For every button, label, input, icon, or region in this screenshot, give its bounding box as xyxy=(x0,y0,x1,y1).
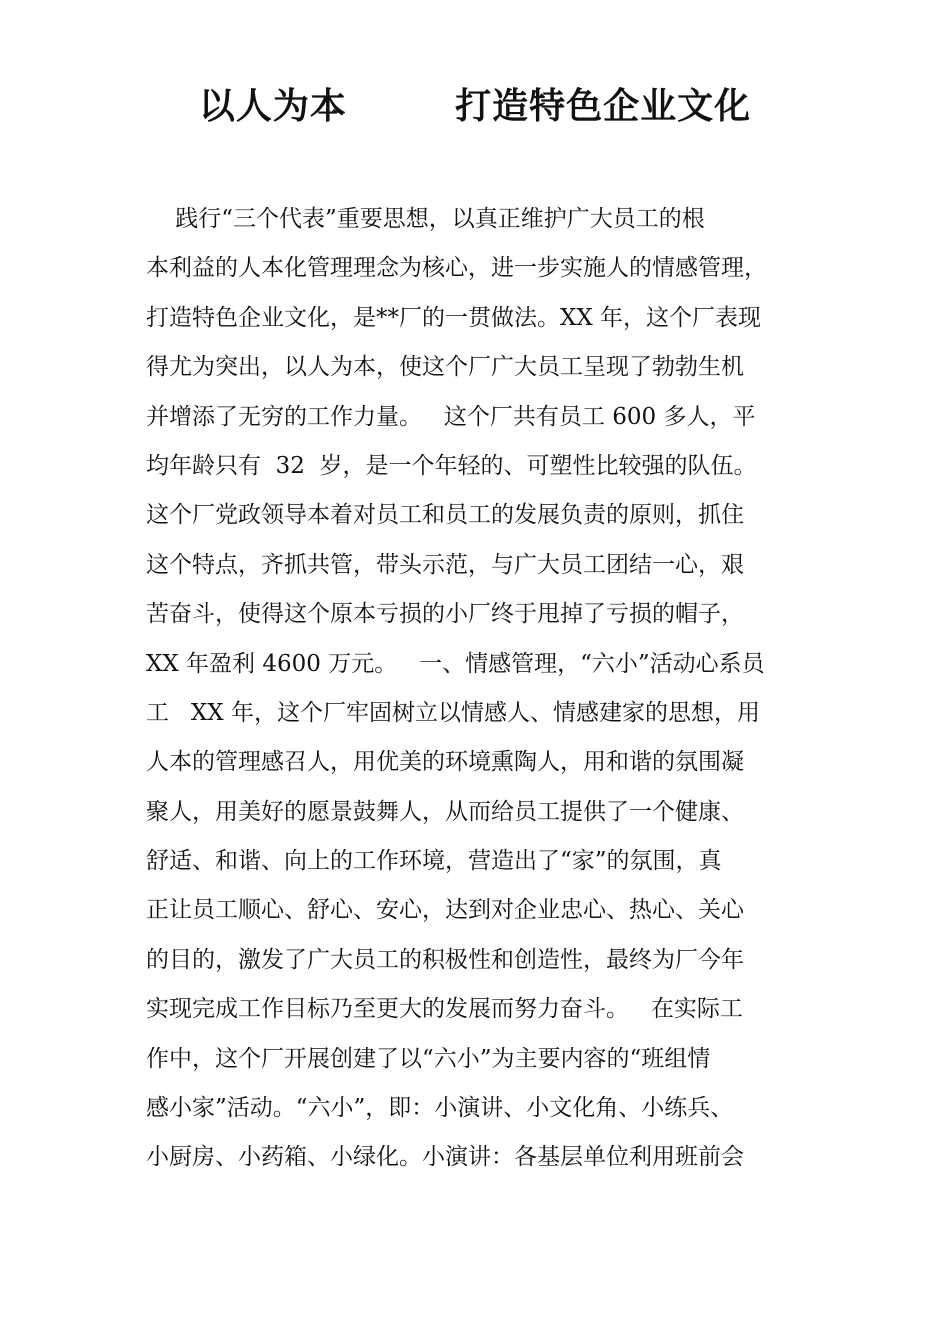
document-title: 以人为本 打造特色企业文化 xyxy=(198,86,752,127)
body-line: 人本的管理感召人，用优美的环境熏陶人，用和谐的氛围凝 xyxy=(146,749,744,776)
body-line: 工 XX 年，这个厂牢固树立以情感人、情感建家的思想，用 xyxy=(146,699,760,726)
body-line: 正让员工顺心、舒心、安心，达到对企业忠心、热心、关心 xyxy=(146,897,744,924)
body-line: 实现完成工作目标乃至更大的发展而努力奋斗。 在实际工 xyxy=(146,996,743,1023)
body-line: 并增添了无穷的工作力量。 这个厂共有员工 600 多人，平 xyxy=(146,403,756,430)
body-line: 小厨房、小药箱、小绿化。小演讲：各基层单位利用班前会 xyxy=(146,1144,744,1171)
document-body xyxy=(146,195,810,1183)
body-line: 这个特点，齐抓共管，带头示范，与广大员工团结一心，艰 xyxy=(146,551,744,578)
body-line: 得尤为突出，以人为本，使这个厂广大员工呈现了勃勃生机 xyxy=(146,354,744,381)
body-line: XX 年盈利 4600 万元。 一、情感管理，“六小”活动心系员 xyxy=(146,650,765,677)
body-line: 苦奋斗，使得这个原本亏损的小厂终于甩掉了亏损的帽子， xyxy=(146,601,744,628)
body-line: 感小家”活动。“六小”，即：小演讲、小文化角、小练兵、 xyxy=(146,1095,734,1122)
body-line: 舒适、和谐、向上的工作环境，营造出了“家”的氛围，真 xyxy=(146,848,722,875)
body-line: 聚人，用美好的愿景鼓舞人，从而给员工提供了一个健康、 xyxy=(146,798,744,825)
body-line: 的目的，激发了广大员工的积极性和创造性，最终为厂今年 xyxy=(146,946,744,973)
body-line: 作中，这个厂开展创建了以“六小”为主要内容的“班组情 xyxy=(146,1045,711,1072)
body-line: 这个厂党政领导本着对员工和员工的发展负责的原则，抓住 xyxy=(146,502,744,529)
body-line: 践行“三个代表”重要思想，以真正维护广大员工的根 xyxy=(146,206,705,232)
body-line: 均年龄只有 32 岁，是一个年轻的、可塑性比较强的队伍。 xyxy=(146,452,757,479)
body-line: 本利益的人本化管理理念为核心，进一步实施人的情感管理， xyxy=(146,255,767,282)
body-line: 打造特色企业文化，是**厂的一贯做法。XX 年，这个厂表现 xyxy=(146,304,762,331)
